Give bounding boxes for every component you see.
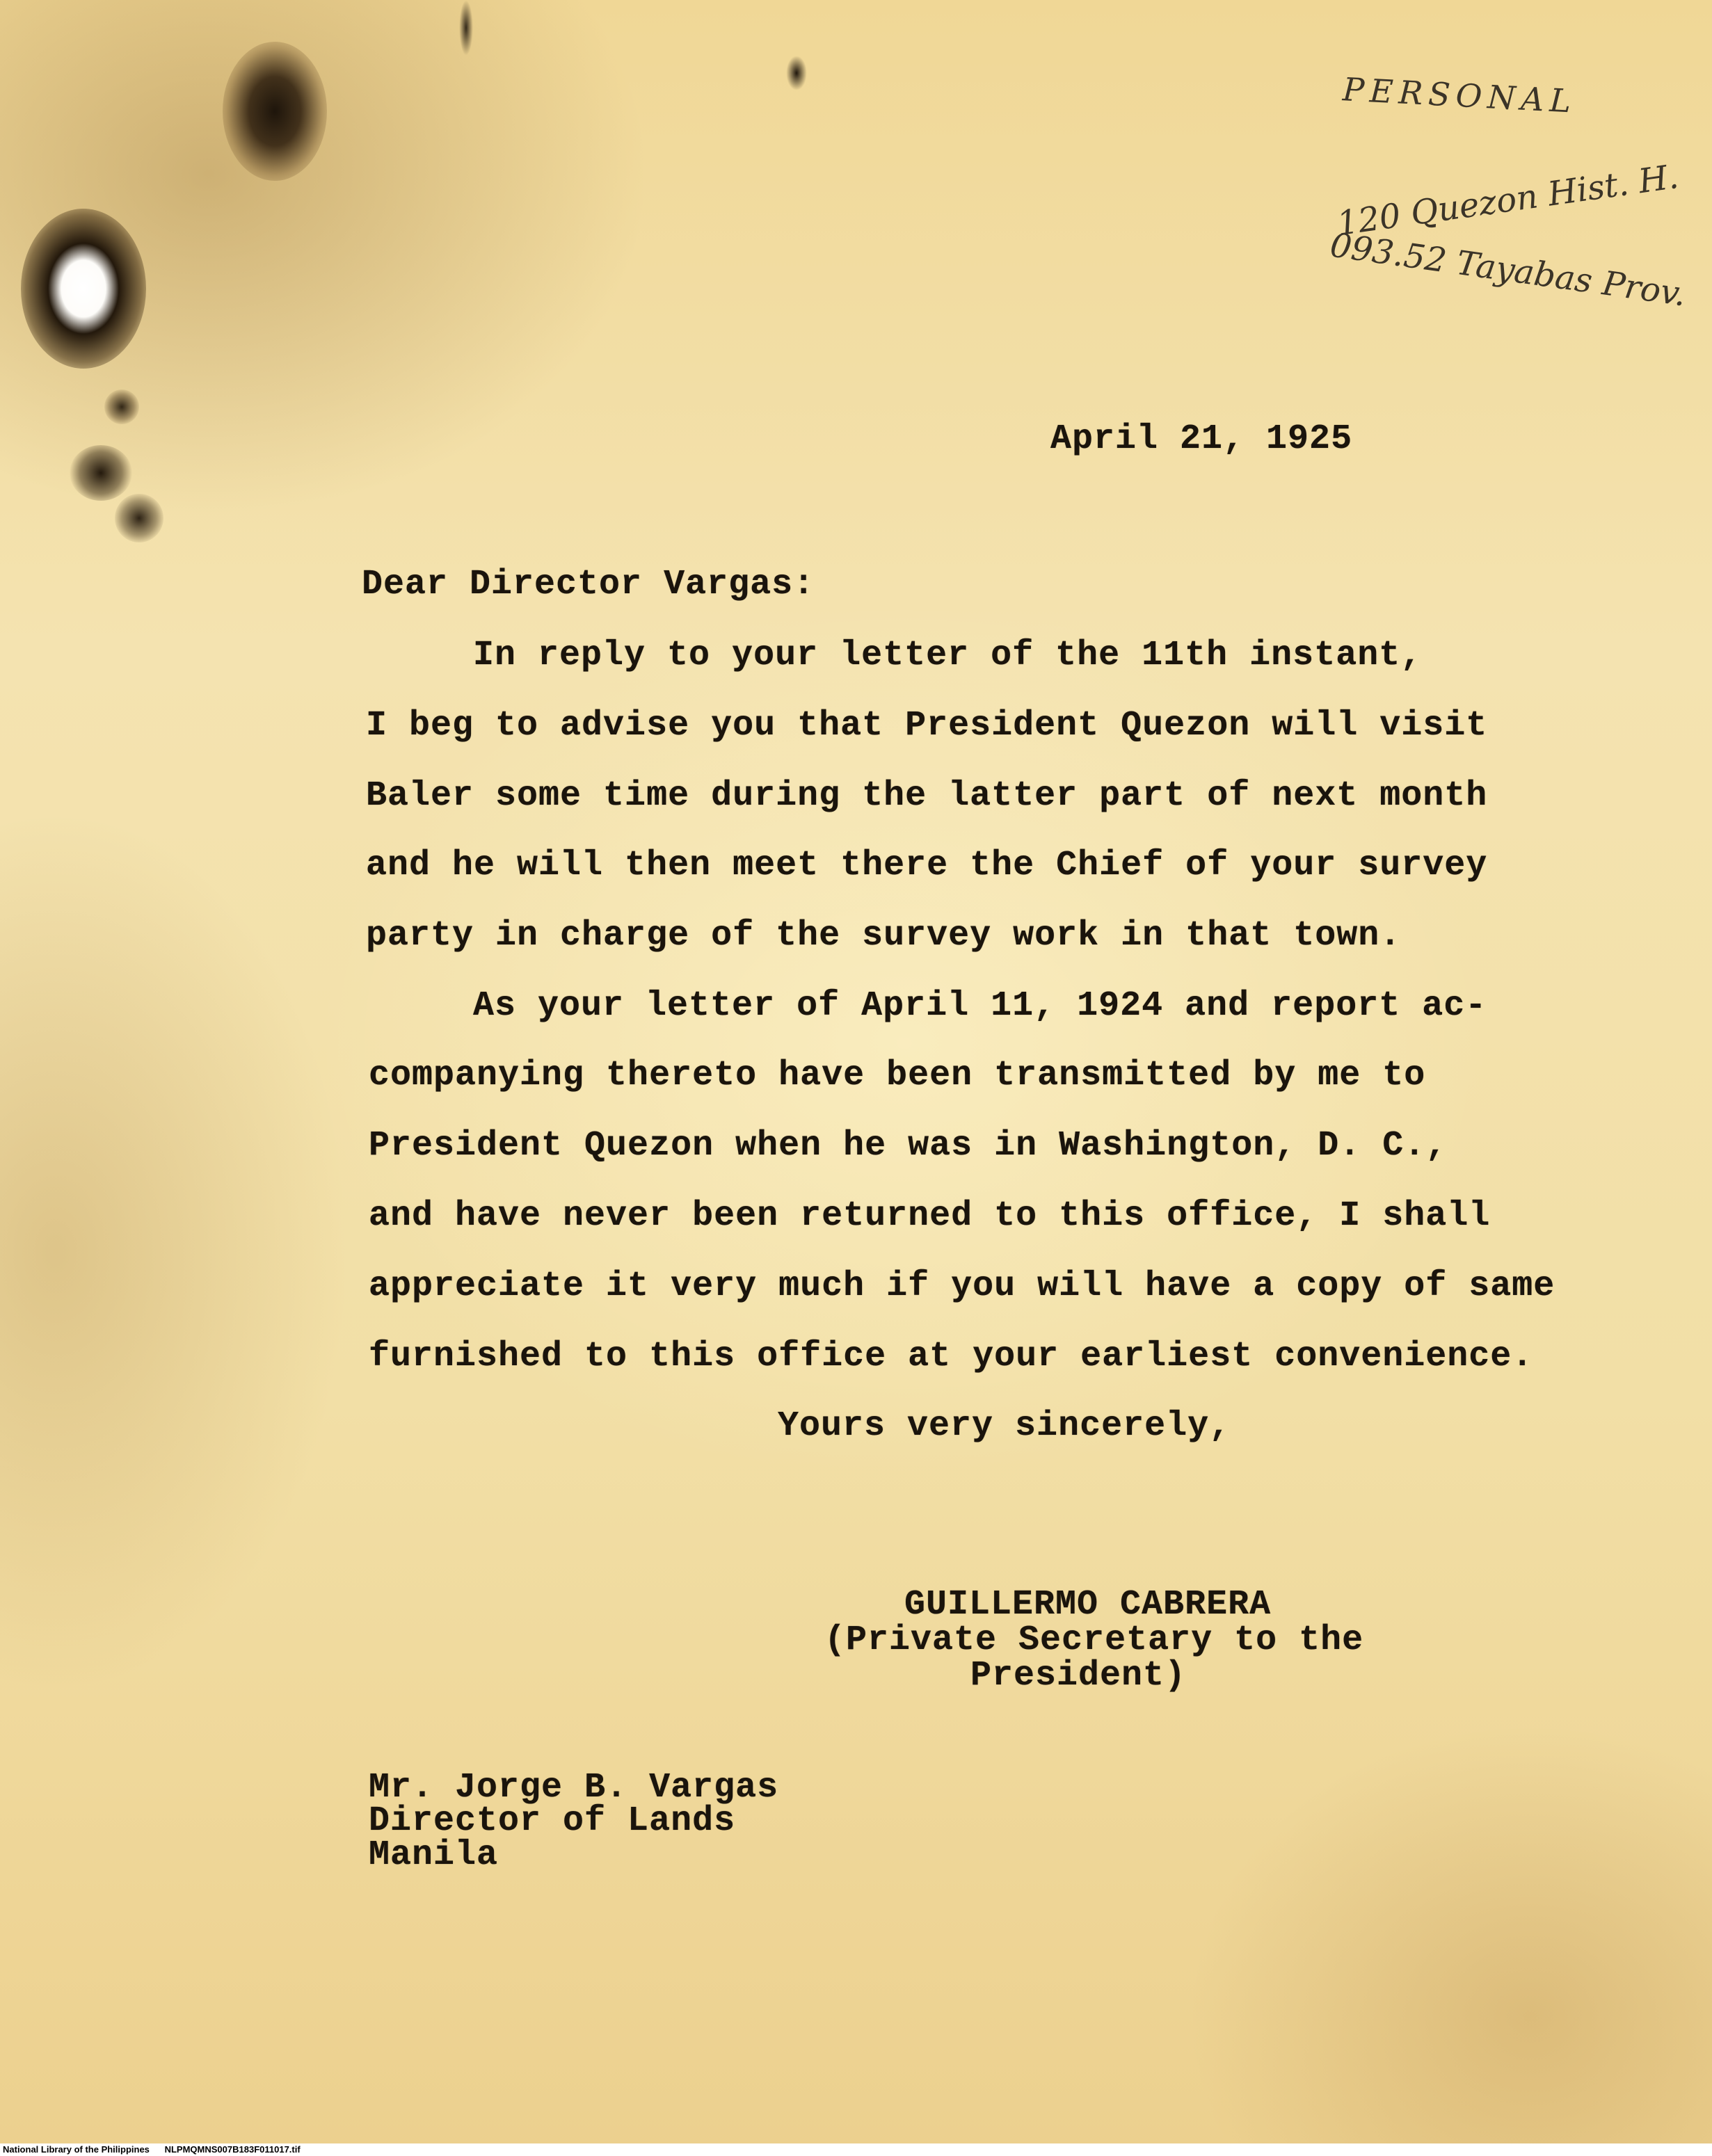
paragraph-2-line-3: President Quezon when he was in Washington, D. C., bbox=[369, 1126, 1448, 1166]
paragraph-1-line-5: party in charge of the survey work in that town. bbox=[366, 916, 1402, 956]
paragraph-1-line-2: I beg to advise you that President Quezon will visit bbox=[366, 706, 1488, 746]
handwritten-file-note-line1: 120 Quezon Hist. H. bbox=[1334, 156, 1681, 244]
signer-title-line-1: (Private Secretary to the bbox=[824, 1620, 1364, 1660]
burn-stain-small-1 bbox=[104, 389, 139, 424]
letter-salutation: Dear Director Vargas: bbox=[362, 565, 815, 604]
handwritten-file-note-line2: 093.52 Tayabas Prov. bbox=[1327, 225, 1689, 314]
ink-speck-top bbox=[786, 56, 807, 90]
footer-file-id: NLPMQMNS007B183F011017.tif bbox=[164, 2144, 301, 2155]
paragraph-2-line-4: and have never been returned to this office, I shall bbox=[369, 1196, 1491, 1236]
scan-footer-text bbox=[3, 2144, 301, 2155]
burn-stain-top bbox=[223, 42, 327, 181]
letter-date: April 21, 1925 bbox=[1050, 419, 1353, 459]
burn-stain-left bbox=[21, 209, 146, 369]
recipient-name: Mr. Jorge B. Vargas bbox=[369, 1768, 779, 1808]
letter-closing: Yours very sincerely, bbox=[778, 1406, 1231, 1446]
recipient-city: Manila bbox=[369, 1835, 499, 1875]
paragraph-1-line-4: and he will then meet there the Chief of your survey bbox=[366, 846, 1488, 885]
paragraph-2-line-5: appreciate it very much if you will have a copy of same bbox=[369, 1266, 1555, 1306]
burn-stain-small-3 bbox=[115, 494, 163, 542]
paragraph-2-line-1: As your letter of April 11, 1924 and report ac- bbox=[473, 986, 1487, 1026]
paragraph-1-line-1: In reply to your letter of the 11th instant, bbox=[473, 636, 1423, 675]
footer-source: National Library of the Philippines bbox=[3, 2144, 150, 2155]
paragraph-1-line-3: Baler some time during the latter part of next month bbox=[366, 776, 1488, 816]
signer-name: GUILLERMO CABRERA bbox=[904, 1585, 1272, 1625]
burn-stain-small-2 bbox=[70, 445, 132, 501]
signer-title-line-2: President) bbox=[970, 1656, 1187, 1696]
paragraph-2-line-6: furnished to this office at your earliest convenience. bbox=[369, 1337, 1534, 1376]
handwritten-personal-label: PERSONAL bbox=[1341, 70, 1578, 120]
paragraph-2-line-2: companying thereto have been transmitted by me to bbox=[369, 1056, 1426, 1095]
ink-speck-top-2 bbox=[459, 0, 473, 56]
recipient-position: Director of Lands bbox=[369, 1801, 736, 1841]
